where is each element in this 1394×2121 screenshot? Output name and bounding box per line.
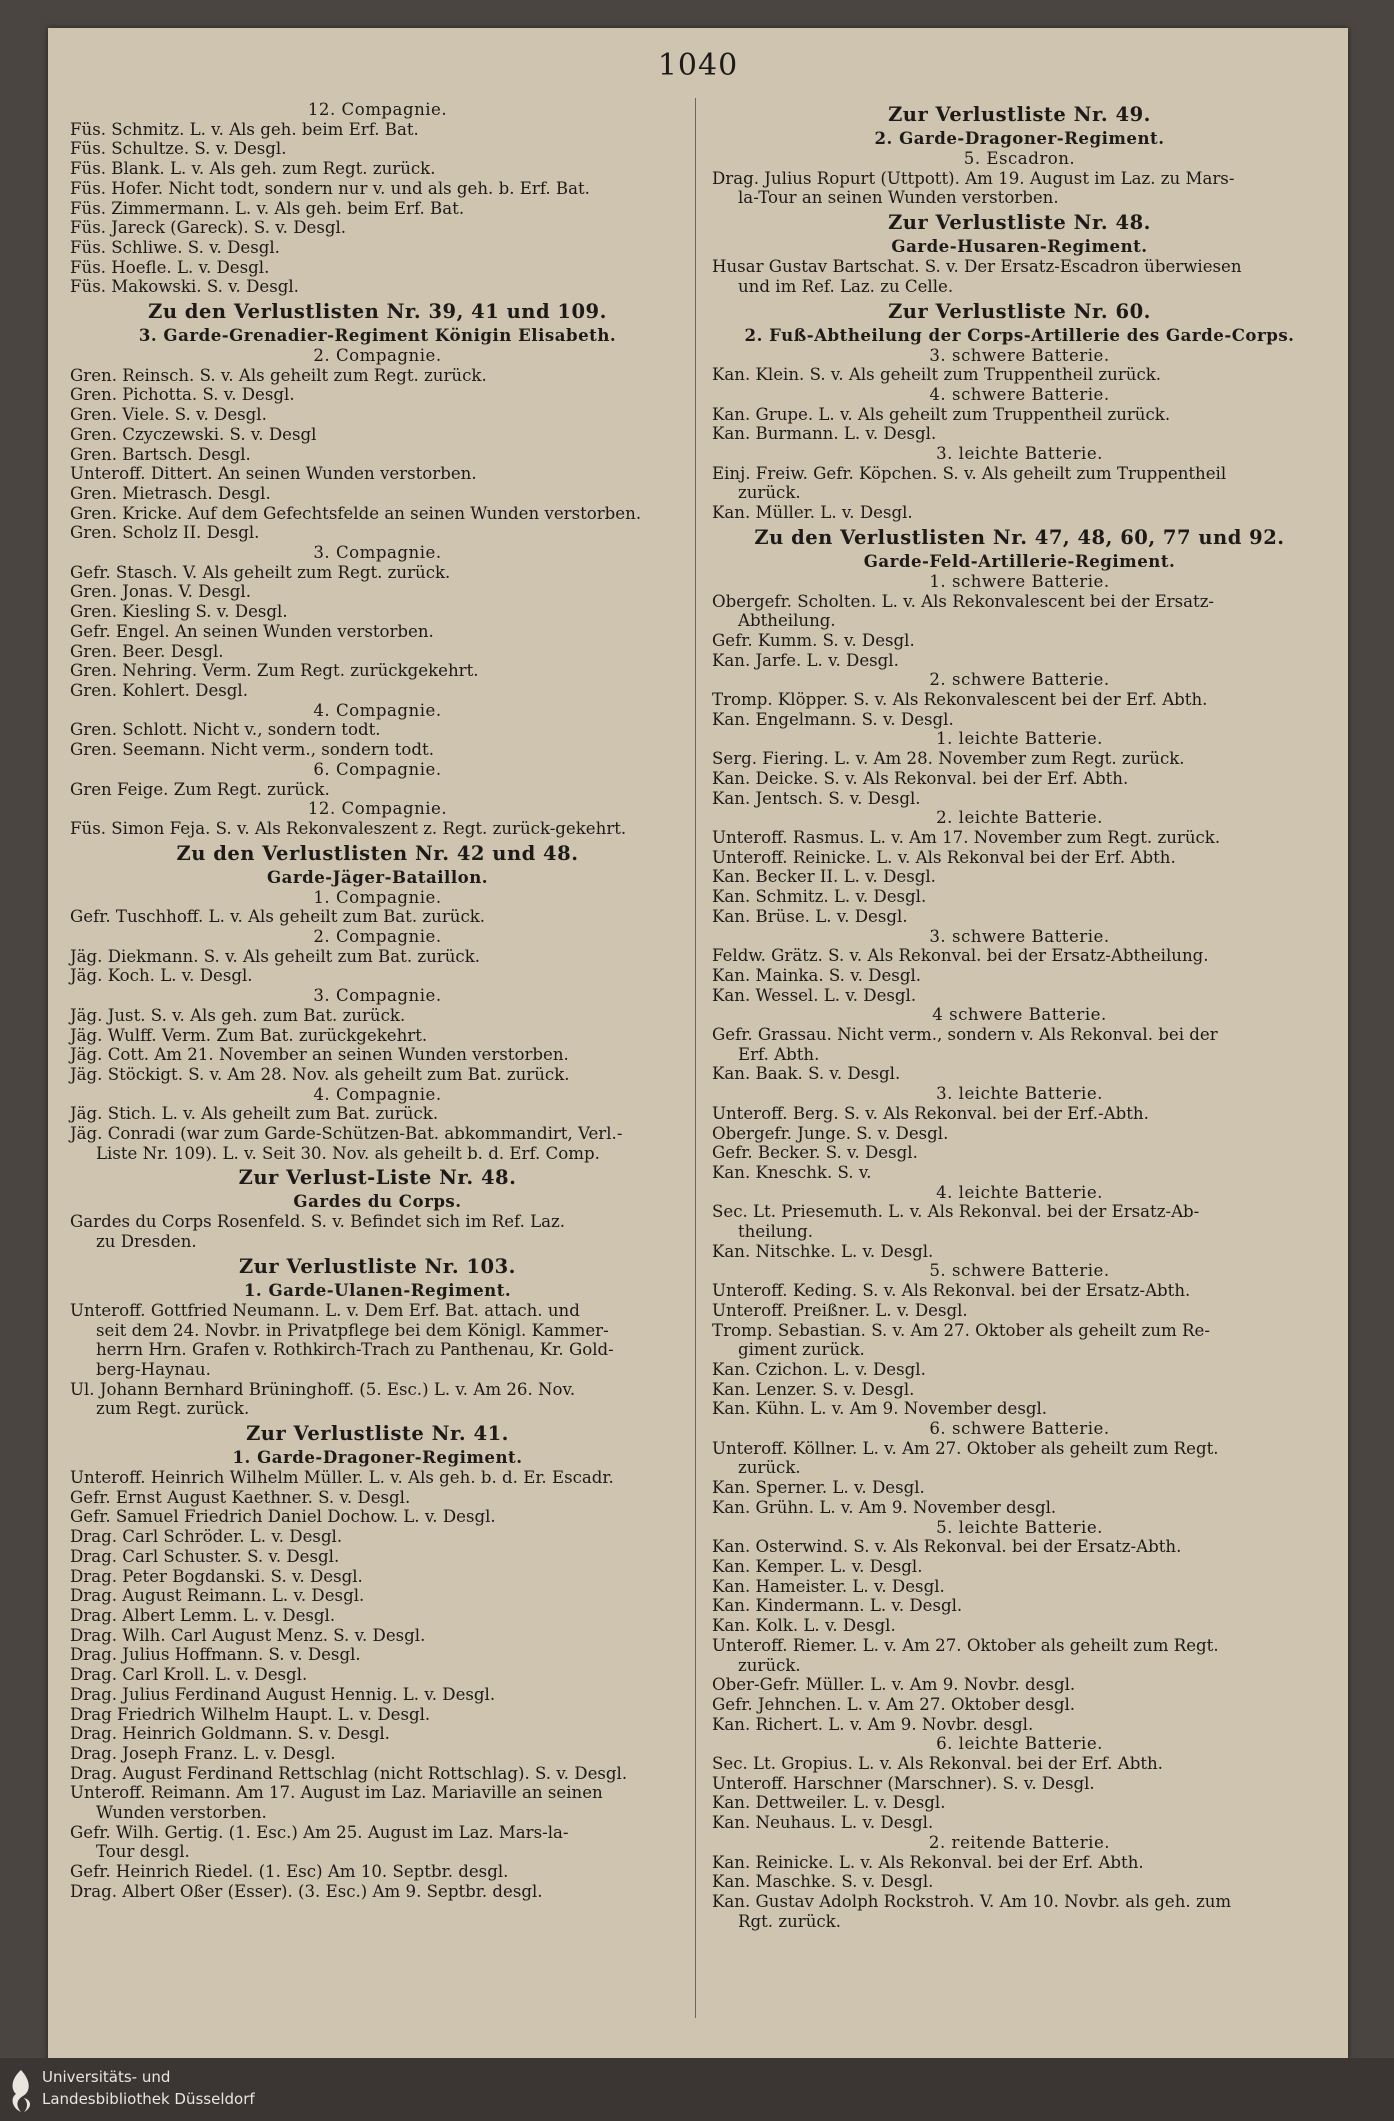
entry-continuation: la-Tour an seinen Wunden verstorben. bbox=[738, 188, 1059, 208]
casualty-entry: Sec. Lt. Gropius. L. v. Als Rekonval. bei der Erf. Abth. bbox=[712, 1754, 1163, 1774]
regiment-heading: 2. Garde-Dragoner-Regiment. bbox=[874, 128, 1165, 148]
casualty-entry: Unteroff. Reimann. Am 17. August im Laz. Mariaville an seinen bbox=[70, 1783, 603, 1803]
casualty-entry: Gardes du Corps Rosenfeld. S. v. Befindet sich im Ref. Laz. bbox=[70, 1212, 566, 1232]
casualty-entry: Kan. Dettweiler. L. v. Desgl. bbox=[712, 1793, 946, 1813]
unit-heading: 12. Compagnie. bbox=[307, 100, 448, 119]
unit-heading: 6. leichte Batterie. bbox=[936, 1734, 1103, 1754]
unit-heading: 4 schwere Batterie. bbox=[932, 1005, 1107, 1025]
list-heading: Zur Verlustliste Nr. 60. bbox=[888, 299, 1151, 323]
casualty-entry: Drag. Julius Ferdinand August Hennig. L. v. Desgl. bbox=[70, 1684, 496, 1704]
list-heading: Zur Verlustliste Nr. 103. bbox=[239, 1254, 516, 1278]
casualty-entry: Feldw. Grätz. S. v. Als Rekonval. bei der Ersatz-Abtheilung. bbox=[712, 946, 1209, 966]
casualty-entry: Kan. Kneschk. S. v. bbox=[712, 1162, 872, 1182]
casualty-entry: Drag. Wilh. Carl August Menz. S. v. Desgl. bbox=[70, 1625, 426, 1645]
unit-heading: 1. Compagnie. bbox=[313, 887, 442, 907]
unit-heading: 2. leichte Batterie. bbox=[936, 808, 1103, 828]
entry-continuation: Wunden verstorben. bbox=[96, 1803, 267, 1823]
left-column bbox=[70, 100, 685, 1902]
casualty-entry: Kan. Kemper. L. v. Desgl. bbox=[712, 1557, 923, 1576]
regiment-heading: Gardes du Corps. bbox=[293, 1191, 462, 1212]
casualty-entry: Kan. Klein. S. v. Als geheilt zum Truppentheil zurück. bbox=[712, 365, 1162, 385]
casualty-entry: Gefr. Stasch. V. Als geheilt zum Regt. zurück. bbox=[70, 562, 451, 582]
unit-heading: 3. leichte Batterie. bbox=[936, 444, 1103, 464]
library-name-line1: Universitäts- und bbox=[42, 2068, 171, 2086]
regiment-heading: Garde-Feld-Artillerie-Regiment. bbox=[863, 550, 1176, 571]
casualty-entry: Gren. Pichotta. S. v. Desgl. bbox=[70, 385, 295, 405]
list-heading: Zur Verlustliste Nr. 41. bbox=[246, 1422, 509, 1446]
casualty-entry: Jäg. Koch. L. v. Desgl. bbox=[70, 966, 253, 986]
casualty-entry: Gefr. Kumm. S. v. Desgl. bbox=[712, 630, 915, 650]
unit-heading: 3. Compagnie. bbox=[313, 986, 442, 1006]
casualty-entry: Unteroff. Riemer. L. v. Am 27. Oktober als geheilt zum Regt. bbox=[712, 1635, 1219, 1655]
library-name-line2: Landesbibliothek Düsseldorf bbox=[42, 2090, 255, 2108]
casualty-entry: Drag. August Reimann. L. v. Desgl. bbox=[70, 1586, 365, 1606]
unit-heading: 4. leichte Batterie. bbox=[936, 1182, 1103, 1202]
casualty-entry: Husar Gustav Bartschat. S. v. Der Ersatz-Escadron überwiesen bbox=[712, 257, 1242, 277]
casualty-entry: Gefr. Samuel Friedrich Daniel Dochow. L. v. Desgl. bbox=[70, 1507, 496, 1527]
casualty-entry: Kan. Maschke. S. v. Desgl. bbox=[712, 1872, 934, 1892]
entry-continuation: Abtheilung. bbox=[738, 611, 836, 631]
regiment-heading: Garde-Husaren-Regiment. bbox=[891, 236, 1148, 257]
library-footer bbox=[0, 2058, 1394, 2121]
casualty-entry: Gren. Scholz II. Desgl. bbox=[70, 523, 260, 543]
unit-heading: 4. Compagnie. bbox=[313, 1084, 442, 1104]
unit-heading: 1. leichte Batterie. bbox=[936, 729, 1103, 749]
casualty-entry: Gren. Viele. S. v. Desgl. bbox=[70, 405, 267, 425]
casualty-entry: Kan. Burmann. L. v. Desgl. bbox=[712, 424, 937, 444]
casualty-entry: Füs. Hoefle. L. v. Desgl. bbox=[70, 257, 270, 277]
casualty-entry: Kan. Baak. S. v. Desgl. bbox=[712, 1064, 901, 1084]
unit-heading: 2. Compagnie. bbox=[313, 346, 442, 366]
casualty-entry: Gefr. Tuschhoff. L. v. Als geheilt zum Bat. zurück. bbox=[70, 907, 486, 927]
casualty-entry: Gren. Schlott. Nicht v., sondern todt. bbox=[70, 720, 381, 740]
casualty-entry: Jäg. Stich. L. v. Als geheilt zum Bat. zurück. bbox=[70, 1104, 439, 1124]
casualty-entry: Gefr. Wilh. Gertig. (1. Esc.) Am 25. August im Laz. Mars-la- bbox=[70, 1822, 569, 1842]
casualty-entry: Füs. Makowski. S. v. Desgl. bbox=[70, 277, 299, 297]
casualty-entry: Gefr. Engel. An seinen Wunden verstorben. bbox=[70, 621, 434, 641]
casualty-entry: Gefr. Becker. S. v. Desgl. bbox=[712, 1143, 918, 1163]
entry-continuation: zurück. bbox=[738, 483, 801, 503]
casualty-entry: Kan. Gustav Adolph Rockstroh. V. Am 10. Novbr. als geh. zum bbox=[712, 1891, 1232, 1911]
unit-heading: 4. Compagnie. bbox=[313, 700, 442, 720]
casualty-entry: Jäg. Just. S. v. Als geh. zum Bat. zurück. bbox=[70, 1005, 406, 1025]
casualty-entry: Drag. Carl Kroll. L. v. Desgl. bbox=[70, 1665, 308, 1685]
casualty-entry: Gefr. Ernst August Kaethner. S. v. Desgl. bbox=[70, 1487, 411, 1507]
casualty-entry: Einj. Freiw. Gefr. Köpchen. S. v. Als geheilt zum Truppentheil bbox=[712, 463, 1227, 483]
casualty-entry: Drag. Carl Schröder. L. v. Desgl. bbox=[70, 1527, 343, 1547]
casualty-entry: Gren. Mietrasch. Desgl. bbox=[70, 483, 271, 503]
casualty-entry: Gren. Reinsch. S. v. Als geheilt zum Regt. zurück. bbox=[70, 365, 487, 385]
casualty-entry: Kan. Mainka. S. v. Desgl. bbox=[712, 965, 922, 985]
casualty-entry: Füs. Schliwe. S. v. Desgl. bbox=[70, 237, 280, 257]
casualty-entry: Kan. Neuhaus. L. v. Desgl. bbox=[712, 1813, 934, 1833]
casualty-entry: Kan. Brüse. L. v. Desgl. bbox=[712, 906, 908, 926]
casualty-entry: Drag. Albert Lemm. L. v. Desgl. bbox=[70, 1606, 336, 1625]
casualty-entry: Jäg. Diekmann. S. v. Als geheilt zum Bat. zurück. bbox=[70, 946, 481, 966]
casualty-entry: Tromp. Klöpper. S. v. Als Rekonvalescent bei der Erf. Abth. bbox=[712, 690, 1208, 710]
casualty-entry: Drag. Joseph Franz. L. v. Desgl. bbox=[70, 1743, 336, 1763]
entry-continuation: und im Ref. Laz. zu Celle. bbox=[738, 276, 954, 296]
casualty-entry: Drag. Julius Ropurt (Uttpott). Am 19. August im Laz. zu Mars- bbox=[712, 168, 1235, 188]
unit-heading: 3. Compagnie. bbox=[313, 543, 442, 563]
casualty-entry: Gren Feige. Zum Regt. zurück. bbox=[70, 779, 330, 799]
casualty-entry: Kan. Kühn. L. v. Am 9. November desgl. bbox=[712, 1399, 1048, 1419]
casualty-entry: Drag. August Ferdinand Rettschlag (nicht Rottschlag). S. v. Desgl. bbox=[70, 1763, 628, 1783]
page-number: 1040 bbox=[657, 48, 739, 83]
entry-continuation: theilung. bbox=[738, 1222, 814, 1242]
unit-heading: 12. Compagnie. bbox=[307, 799, 448, 819]
casualty-entry: Obergefr. Scholten. L. v. Als Rekonvalescent bei der Ersatz- bbox=[712, 591, 1215, 611]
casualty-entry: Unteroff. Keding. S. v. Als Rekonval. bei der Ersatz-Abth. bbox=[712, 1281, 1191, 1301]
entry-continuation: berg-Haynau. bbox=[96, 1359, 211, 1379]
casualty-entry: Obergefr. Junge. S. v. Desgl. bbox=[712, 1123, 949, 1143]
unit-heading: 2. reitende Batterie. bbox=[928, 1832, 1111, 1852]
entry-continuation: Tour desgl. bbox=[96, 1842, 190, 1862]
casualty-entry: Unteroff. Preißner. L. v. Desgl. bbox=[712, 1300, 968, 1320]
entry-continuation: zurück. bbox=[738, 1458, 801, 1478]
casualty-entry: Gren. Czyczewski. S. v. Desgl bbox=[70, 424, 317, 444]
regiment-heading: 2. Fuß-Abtheilung der Corps-Artillerie des Garde-Corps. bbox=[744, 324, 1295, 345]
casualty-entry: Gren. Kricke. Auf dem Gefechtsfelde an seinen Wunden verstorben. bbox=[70, 503, 642, 523]
casualty-entry: Kan. Müller. L. v. Desgl. bbox=[712, 503, 913, 523]
list-heading: Zur Verlustliste Nr. 48. bbox=[888, 211, 1151, 235]
list-heading: Zu den Verlustlisten Nr. 42 und 48. bbox=[176, 841, 579, 865]
casualty-entry: Kan. Richert. L. v. Am 9. Novbr. desgl. bbox=[712, 1714, 1034, 1734]
column-divider bbox=[695, 98, 696, 2018]
casualty-entry: Serg. Fiering. L. v. Am 28. November zum Regt. zurück. bbox=[712, 749, 1185, 769]
casualty-entry: Kan. Hameister. L. v. Desgl. bbox=[712, 1576, 945, 1596]
entry-continuation: giment zurück. bbox=[738, 1340, 865, 1360]
casualty-entry: Gren. Beer. Desgl. bbox=[70, 641, 224, 661]
casualty-entry: Unteroff. Rasmus. L. v. Am 17. November zum Regt. zurück. bbox=[712, 827, 1221, 847]
entry-continuation: zurück. bbox=[738, 1655, 801, 1675]
entry-continuation: zum Regt. zurück. bbox=[96, 1399, 250, 1419]
regiment-heading: 1. Garde-Dragoner-Regiment. bbox=[232, 1447, 523, 1468]
entry-continuation: Erf. Abth. bbox=[738, 1044, 820, 1064]
document-page bbox=[48, 28, 1348, 2060]
casualty-entry: Kan. Kindermann. L. v. Desgl. bbox=[712, 1596, 963, 1616]
casualty-entry: Unteroff. Harschner (Marschner). S. v. Desgl. bbox=[712, 1773, 1095, 1793]
casualty-entry: Füs. Schultze. S. v. Desgl. bbox=[70, 139, 287, 159]
casualty-entry: Füs. Jareck (Gareck). S. v. Desgl. bbox=[70, 218, 347, 238]
casualty-entry: Jäg. Conradi (war zum Garde-Schützen-Bat. abkommandirt, Verl.- bbox=[70, 1124, 623, 1144]
casualty-entry: Füs. Schmitz. L. v. Als geh. beim Erf. Bat. bbox=[70, 119, 419, 139]
list-heading: Zu den Verlustlisten Nr. 39, 41 und 109. bbox=[148, 300, 607, 324]
right-column bbox=[712, 100, 1327, 1931]
casualty-entry: Gren. Kiesling S. v. Desgl. bbox=[70, 602, 288, 622]
casualty-entry: Kan. Becker II. L. v. Desgl. bbox=[712, 867, 936, 887]
casualty-entry: Unteroff. Heinrich Wilhelm Müller. L. v. Als geh. b. d. Er. Escadr. bbox=[70, 1468, 614, 1488]
casualty-entry: Gren. Seemann. Nicht verm., sondern todt. bbox=[70, 740, 434, 760]
casualty-entry: Unteroff. Köllner. L. v. Am 27. Oktober als geheilt zum Regt. bbox=[712, 1438, 1219, 1458]
casualty-entry: Unteroff. Berg. S. v. Als Rekonval. bei der Erf.-Abth. bbox=[712, 1103, 1149, 1123]
casualty-entry: Kan. Engelmann. S. v. Desgl. bbox=[712, 709, 954, 729]
casualty-entry: Kan. Grühn. L. v. Am 9. November desgl. bbox=[712, 1497, 1057, 1517]
casualty-entry: Füs. Hofer. Nicht todt, sondern nur v. und als geh. b. Erf. Bat. bbox=[70, 178, 590, 198]
casualty-entry: Kan. Kolk. L. v. Desgl. bbox=[712, 1616, 896, 1636]
casualty-entry: Füs. Simon Feja. S. v. Als Rekonvaleszent z. Regt. zurück-gekehrt. bbox=[70, 818, 627, 838]
casualty-entry: Drag. Julius Hoffmann. S. v. Desgl. bbox=[70, 1645, 361, 1665]
casualty-entry: Jäg. Cott. Am 21. November an seinen Wunden verstorben. bbox=[70, 1045, 569, 1065]
regiment-heading: 1. Garde-Ulanen-Regiment. bbox=[243, 1279, 512, 1300]
unit-heading: 1. schwere Batterie. bbox=[929, 571, 1110, 591]
unit-heading: 2. Compagnie. bbox=[313, 927, 442, 947]
unit-heading: 3. schwere Batterie. bbox=[929, 926, 1110, 946]
entry-continuation: herrn Hrn. Grafen v. Rothkirch-Trach zu Panthenau, Kr. Gold- bbox=[96, 1340, 614, 1360]
unit-heading: 5. schwere Batterie. bbox=[929, 1261, 1110, 1281]
casualty-entry: Gefr. Grassau. Nicht verm., sondern v. Als Rekonval. bei der bbox=[712, 1025, 1218, 1045]
regiment-heading: 3. Garde-Grenadier-Regiment Königin Elisabeth. bbox=[138, 325, 617, 346]
casualty-entry: Drag. Peter Bogdanski. S. v. Desgl. bbox=[70, 1566, 363, 1586]
unit-heading: 6. Compagnie. bbox=[313, 759, 442, 779]
casualty-entry: Kan. Wessel. L. v. Desgl. bbox=[712, 985, 917, 1005]
casualty-entry: Kan. Osterwind. S. v. Als Rekonval. bei der Ersatz-Abth. bbox=[712, 1537, 1182, 1557]
casualty-entry: Unteroff. Reinicke. L. v. Als Rekonval bei der Erf. Abth. bbox=[712, 847, 1176, 867]
casualty-entry: Kan. Reinicke. L. v. Als Rekonval. bei der Erf. Abth. bbox=[712, 1852, 1144, 1872]
casualty-entry: Unteroff. Gottfried Neumann. L. v. Dem Erf. Bat. attach. und bbox=[70, 1300, 580, 1320]
casualty-entry: Ul. Johann Bernhard Brüninghoff. (5. Esc.) L. v. Am 26. Nov. bbox=[70, 1379, 576, 1399]
unit-heading: 6. schwere Batterie. bbox=[929, 1419, 1110, 1439]
entry-continuation: Liste Nr. 109). L. v. Seit 30. Nov. als geheilt b. d. Erf. Comp. bbox=[96, 1143, 600, 1163]
casualty-entry: Gren. Kohlert. Desgl. bbox=[70, 680, 248, 700]
casualty-entry: Gren. Jonas. V. Desgl. bbox=[70, 582, 252, 602]
casualty-entry: Füs. Zimmermann. L. v. Als geh. beim Erf. Bat. bbox=[70, 198, 465, 218]
unit-heading: 3. leichte Batterie. bbox=[936, 1084, 1103, 1104]
casualty-entry: Drag. Carl Schuster. S. v. Desgl. bbox=[70, 1546, 340, 1566]
library-name bbox=[42, 2066, 255, 2110]
casualty-entry: Ober-Gefr. Müller. L. v. Am 9. Novbr. desgl. bbox=[712, 1675, 1076, 1695]
casualty-entry: Gefr. Heinrich Riedel. (1. Esc) Am 10. Septbr. desgl. bbox=[70, 1862, 509, 1882]
ulb-duesseldorf-logo-icon bbox=[6, 2068, 36, 2114]
casualty-entry: Kan. Jarfe. L. v. Desgl. bbox=[712, 650, 899, 670]
casualty-entry: Kan. Grupe. L. v. Als geheilt zum Truppentheil zurück. bbox=[712, 404, 1171, 424]
unit-heading: 3. schwere Batterie. bbox=[929, 345, 1110, 365]
casualty-entry: Kan. Jentsch. S. v. Desgl. bbox=[712, 788, 921, 808]
casualty-entry: Kan. Deicke. S. v. Als Rekonval. bei der Erf. Abth. bbox=[712, 768, 1129, 788]
list-heading: Zu den Verlustlisten Nr. 47, 48, 60, 77 und 92. bbox=[754, 525, 1285, 549]
casualty-entry: Drag. Heinrich Goldmann. S. v. Desgl. bbox=[70, 1724, 390, 1744]
unit-heading: 5. leichte Batterie. bbox=[936, 1517, 1103, 1537]
casualty-entry: Füs. Blank. L. v. Als geh. zum Regt. zurück. bbox=[70, 159, 436, 179]
casualty-entry: Drag Friedrich Wilhelm Haupt. L. v. Desgl. bbox=[70, 1704, 431, 1724]
casualty-entry: Jäg. Stöckigt. S. v. Am 28. Nov. als geheilt zum Bat. zurück. bbox=[70, 1064, 570, 1084]
casualty-entry: Kan. Nitschke. L. v. Desgl. bbox=[712, 1241, 934, 1261]
casualty-entry: Gefr. Jehnchen. L. v. Am 27. Oktober desgl. bbox=[712, 1694, 1076, 1714]
entry-continuation: seit dem 24. Novbr. in Privatpflege bei dem Königl. Kammer- bbox=[96, 1320, 609, 1340]
regiment-heading: Garde-Jäger-Bataillon. bbox=[266, 866, 489, 887]
casualty-entry: Kan. Schmitz. L. v. Desgl. bbox=[712, 887, 927, 907]
casualty-entry: Sec. Lt. Priesemuth. L. v. Als Rekonval. bei der Ersatz-Ab- bbox=[712, 1202, 1200, 1222]
casualty-entry: Unteroff. Dittert. An seinen Wunden verstorben. bbox=[70, 464, 477, 484]
casualty-entry: Jäg. Wulff. Verm. Zum Bat. zurückgekehrt. bbox=[70, 1025, 428, 1045]
casualty-entry: Kan. Czichon. L. v. Desgl. bbox=[712, 1359, 926, 1379]
entry-continuation: Rgt. zurück. bbox=[738, 1911, 842, 1931]
casualty-entry: Gren. Nehring. Verm. Zum Regt. zurückgekehrt. bbox=[70, 661, 479, 681]
casualty-entry: Tromp. Sebastian. S. v. Am 27. Oktober als geheilt zum Re- bbox=[712, 1320, 1210, 1340]
list-heading: Zur Verlust-Liste Nr. 48. bbox=[238, 1166, 517, 1190]
unit-heading: 4. schwere Batterie. bbox=[929, 384, 1110, 404]
casualty-entry: Kan. Lenzer. S. v. Desgl. bbox=[712, 1379, 915, 1399]
unit-heading: 5. Escadron. bbox=[963, 149, 1076, 168]
casualty-entry: Gren. Bartsch. Desgl. bbox=[70, 444, 251, 464]
unit-heading: 2. schwere Batterie. bbox=[929, 670, 1110, 690]
casualty-entry: Kan. Sperner. L. v. Desgl. bbox=[712, 1478, 925, 1498]
list-heading: Zur Verlustliste Nr. 49. bbox=[888, 103, 1151, 126]
entry-continuation: zu Dresden. bbox=[96, 1232, 197, 1252]
casualty-entry: Drag. Albert Oßer (Esser). (3. Esc.) Am 9. Septbr. desgl. bbox=[70, 1881, 543, 1901]
